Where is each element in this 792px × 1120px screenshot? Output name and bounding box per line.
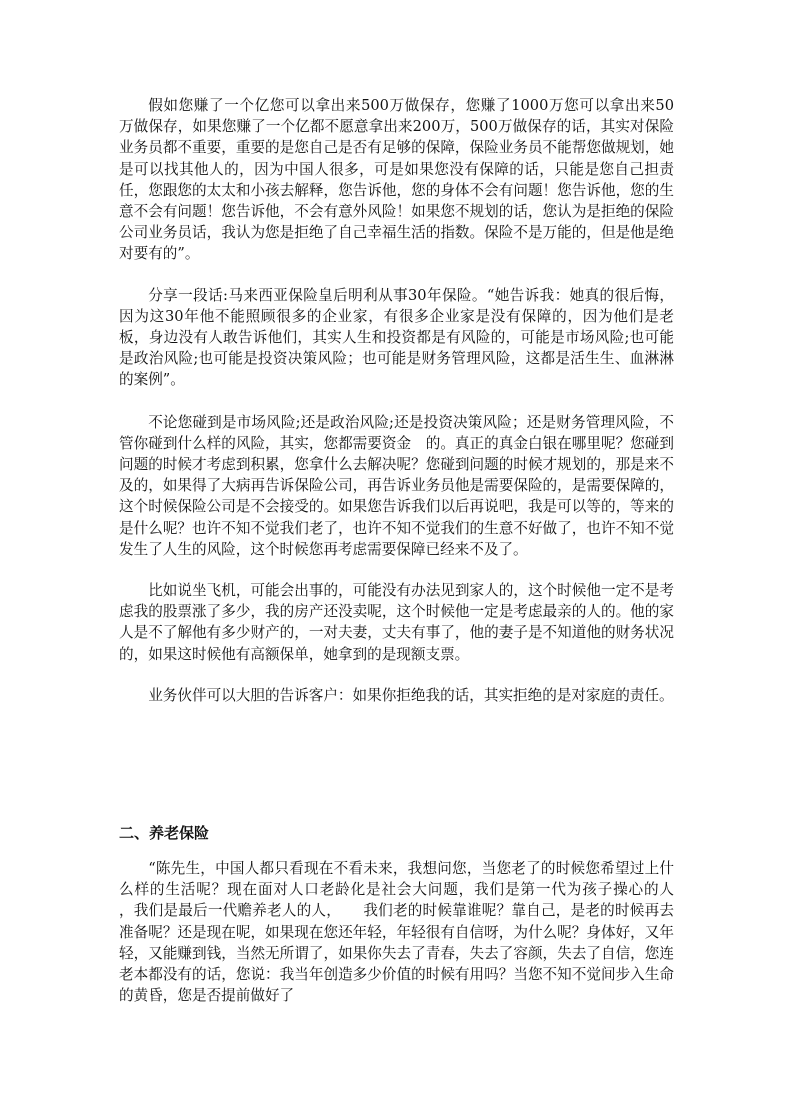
- paragraph-pension-dialogue: “陈先生，中国人都只看现在不看未来，我想问您，当您老了的时候您希望过上什么样的生活呢？现在面对人口老龄化是社会大问题，我们是第一代为孩子操心的人 ，我们是最后一代赡养老人的人， 我们老的时候靠谁呢？靠自己，是老的时候再去准备呢？还是现在呢，如果现在您还年轻，年轻很有自信呀，为什么呢？身体好，又年轻，又能赚到钱，当然无所谓了，如果你失去了青春，失去了容颜，失去了自信，您连老本都没有的话，您说：我当年创造多少价值的时候有用吗？当您不知不觉间步入生命的黄昏，您是否提前做好了: [119, 860, 704, 1005]
- section-heading-pension-insurance: 二、养老保险: [119, 824, 210, 842]
- paragraph-insurance-queen-quote: 分享一段话:马来西亚保险皇后明利从事30年保险。“她告诉我：她真的很后悔，因为这30年他不能照顾很多的企业家，有很多企业家是没有保障的，因为他们是老板，身边没有人敢告诉他们，其实人生和投资都是有风险的，可能是市场风险;也可能是政治风险;也可能是投资决策风险；也可能是财务管理风险，这都是活生生、血淋淋的案例”。: [119, 286, 674, 389]
- paragraph-airplane-example: 比如说坐飞机，可能会出事的，可能没有办法见到家人的，这个时候他一定不是考虑我的股票涨了多少，我的房产还没卖呢，这个时候他一定是考虑最亲的人的。他的家人是不了解他有多少财产的，一对夫妻，丈夫有事了，他的妻子是不知道他的财务状况的，如果这时候他有高额保单，她拿到的是现额支票。: [119, 582, 674, 663]
- document-page: [119, 95, 704, 1005]
- paragraph-wealth-protection: 假如您赚了一个亿您可以拿出来500万做保存，您赚了1000万您可以拿出来50 万做保存，如果您赚了一个亿都不愿意拿出来200万，500万做保存的话，其实对保险业务员都不重要，重要的是您自己是否有足够的保障，保险业务员不能帮您做规划，她是可以找其他人的，因为中国人很多，可是如果您没有保障的话，只能是您自己担责任，您跟您的太太和小孩去解释，您告诉他，您的身体不会有问题！您告诉他，您的生意不会有问题！您告诉他，不会有意外风险！如果您不规划的话，您认为是拒绝的保险公司业务员话，我认为您是拒绝了自己幸福生活的指数。保险不是万能的，但是他是绝对要有的”。: [119, 97, 704, 263]
- paragraph-risk-types: 不论您碰到是市场风险;还是政治风险;还是投资决策风险；还是财务管理风险，不管你碰到什么样的风险，其实，您都需要资金 的。真正的真金白银在哪里呢？您碰到问题的时候才考虑到积累，您拿什么去解决呢？您碰到问题的时候才规划的，那是来不及的，如果得了大病再告诉保险公司，再告诉业务员他是需要保险的，是需要保障的，这个时候保险公司是不会接受的。如果您告诉我们以后再说吧，我是可以等的，等来的是什么呢？也许不知不觉我们老了，也许不知不觉我们的生意不好做了，也许不知不觉发生了人生的风险，这个时候您再考虑需要保障已经来不及了。: [119, 413, 674, 558]
- paragraph-partner-advice: 业务伙伴可以大胆的告诉客户：如果你拒绝我的话，其实拒绝的是对家庭的责任。: [148, 686, 674, 704]
